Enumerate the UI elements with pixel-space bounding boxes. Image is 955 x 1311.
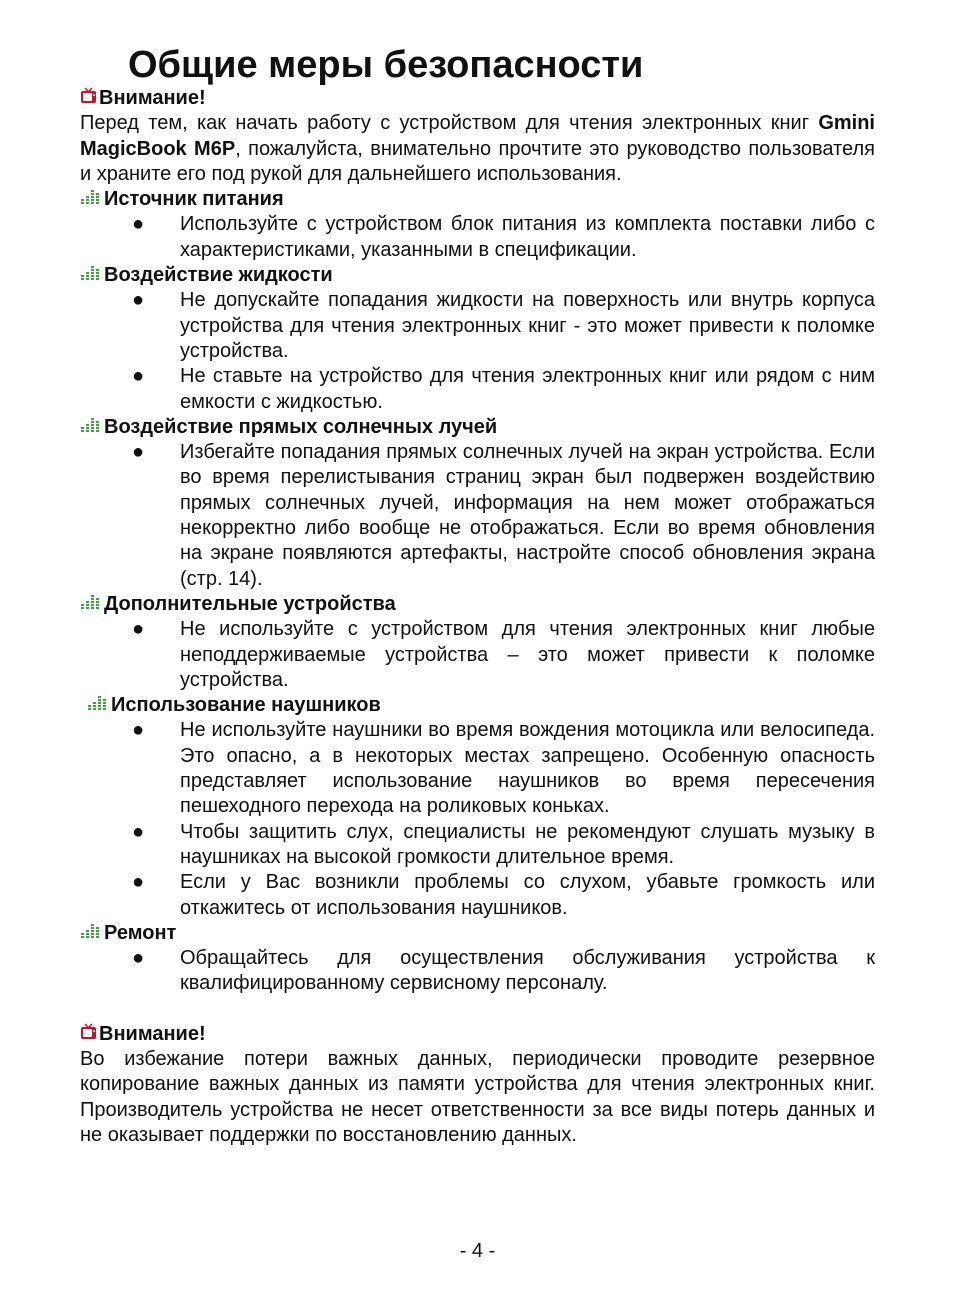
list-item <box>80 288 875 364</box>
page-number: - 4 - <box>459 1240 496 1262</box>
spacer <box>80 997 875 1022</box>
warning-text-after: , пожалуйста, внимательно прочтите это руководство пользователя и храните его под рукой для дальнейшего использования. <box>80 137 875 185</box>
bullet-icon: ● <box>131 947 145 970</box>
list-item-text: Не ставьте на устройство для чтения электронных книг или рядом с ним емкости с жидкостью. <box>180 365 875 413</box>
section-heading-devices <box>80 592 875 617</box>
section-heading-repair <box>80 921 875 946</box>
list-item-text: Не используйте с устройством для чтения электронных книг любые неподдерживаемые устройства – это может привести к поломке устройства. <box>180 618 875 691</box>
level-bars-icon <box>80 414 102 441</box>
list-item-text: Не используйте наушники во время вождения мотоцикла или велосипеда. Это опасно, а в некоторых местах запрещено. Особенную опасность представляет использование наушников во время пересечения пешеходного перехода на роликовых коньках. <box>180 719 875 818</box>
bullet-icon: ● <box>131 871 145 894</box>
warning-heading <box>80 86 875 111</box>
warning-heading <box>80 1022 875 1047</box>
list-item <box>80 440 875 592</box>
warning-paragraph <box>80 111 875 187</box>
warning-paragraph: Во избежание потери важных данных, периодически проводите резервное копирование важных данных из памяти устройства для чтения электронных книг. Производитель устройства не несет ответственности за все виды потерь данных и не оказывает поддержки по восстановлению данных. <box>80 1047 875 1146</box>
section-heading-liquid <box>80 263 875 288</box>
list-item <box>80 617 875 693</box>
bullet-icon: ● <box>131 618 145 641</box>
bullet-icon: ● <box>131 820 145 843</box>
page-content <box>80 86 875 1148</box>
list-item <box>80 820 875 871</box>
level-bars-icon <box>80 262 102 289</box>
list-item <box>80 212 875 263</box>
list-item-text: Обращайтесь для осуществления обслуживания устройства к квалифицированному сервисному персоналу. <box>180 947 875 995</box>
section-heading-power <box>80 187 875 212</box>
section-heading-sun <box>80 415 875 440</box>
list-item-text: Если у Вас возникли проблемы со слухом, убавьте громкость или откажитесь от использования наушников. <box>180 871 875 919</box>
section-heading-text: Дополнительные устройства <box>104 592 396 615</box>
section-heading-text: Источник питания <box>104 188 284 211</box>
page-title: Общие меры безопасности <box>128 44 644 86</box>
bullet-icon: ● <box>131 213 145 236</box>
warning-tv-icon <box>80 86 97 111</box>
warning-heading-text: Внимание! <box>99 1022 206 1045</box>
level-bars-icon <box>87 692 109 719</box>
list-item <box>80 718 875 819</box>
section-heading-headphones <box>80 693 875 718</box>
list-item <box>80 364 875 415</box>
list-item <box>80 946 875 997</box>
level-bars-icon <box>80 920 102 947</box>
list-item <box>80 870 875 921</box>
section-heading-text: Ремонт <box>104 921 177 944</box>
warning-tv-icon <box>80 1022 97 1047</box>
bullet-icon: ● <box>131 289 145 312</box>
list-item-text: Избегайте попадания прямых солнечных лучей на экран устройства. Если во время перелистывания страниц экран был подвержен воздействию прямых солнечных лучей, информация на нем может отображаться некорректно либо вообще не отображаться. Если во время обновления на экране появляются артефакты, настройте способ обновления экрана (стр. 14). <box>180 441 875 590</box>
warning-heading-text: Внимание! <box>99 87 206 109</box>
section-heading-text: Воздействие прямых солнечных лучей <box>104 415 498 438</box>
list-item-text: Не допускайте попадания жидкости на поверхность или внутрь корпуса устройства для чтения электронных книг - это может привести к поломке устройства. <box>180 289 875 362</box>
list-item-text: Чтобы защитить слух, специалисты не рекомендуют слушать музыку в наушниках на высокой громкости длительное время. <box>180 820 875 868</box>
level-bars-icon <box>80 186 102 213</box>
level-bars-icon <box>80 591 102 618</box>
bullet-icon: ● <box>131 719 145 742</box>
section-heading-text: Использование наушников <box>111 694 381 717</box>
bullet-icon: ● <box>131 365 145 388</box>
product-name: Gmini MagicBook M6P <box>80 112 875 160</box>
section-heading-text: Воздействие жидкости <box>104 264 333 287</box>
bullet-icon: ● <box>131 441 145 464</box>
list-item-text: Используйте с устройством блок питания из комплекта поставки либо с характеристиками, указанными в спецификации. <box>180 213 875 261</box>
warning-text-before: Перед тем, как начать работу с устройством для чтения электронных книг <box>80 112 809 135</box>
